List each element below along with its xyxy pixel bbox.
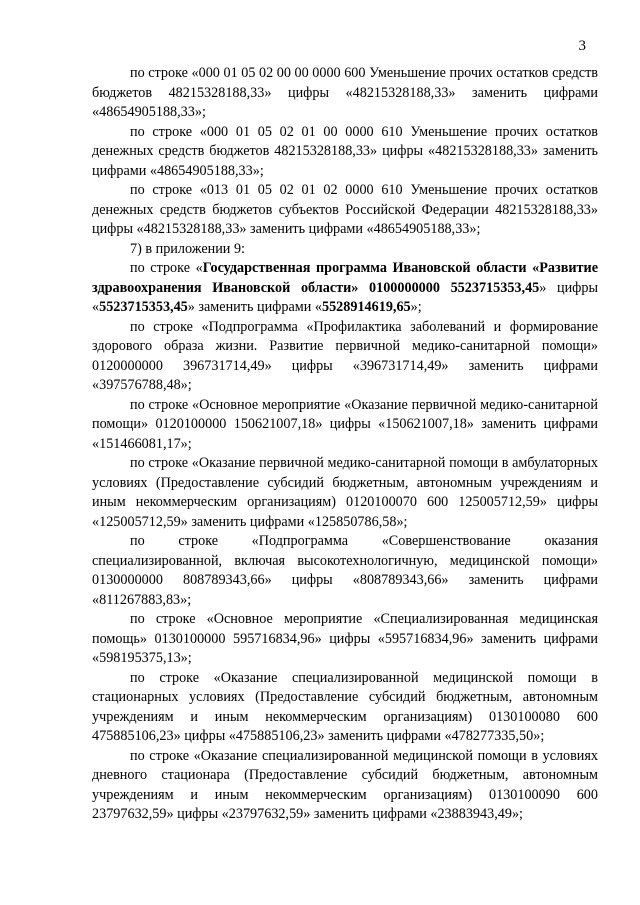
paragraph <box>92 669 598 747</box>
paragraph <box>92 123 598 182</box>
page-number: 3 <box>578 38 586 54</box>
paragraph <box>92 240 598 260</box>
text-run: по строке «Оказание специализированной медицинской помощи в условиях дневного стационара (Предоставление субсидий бюджетным, автономным учреждениям и иным некоммерческим организациям) 0130100090 600 23797632,59» цифры «23797632,59» заменить цифрами «23883943,49»; <box>92 747 598 822</box>
paragraph <box>92 747 598 825</box>
bold-text: Государственная программа Ивановской области «Развитие здравоохранения Ивановской области» 0100000000 5523715353,45 <box>92 260 598 296</box>
text-run: » заменить цифрами « <box>187 299 322 315</box>
text-run: по строке «000 01 05 02 00 00 0000 600 Уменьшение прочих остатков средств бюджетов 48215328188,33» цифры «48215328188,33» заменить цифрами «48654905188,33»; <box>92 65 598 120</box>
bold-text: 5528914619,65 <box>321 299 411 315</box>
text-run: по строке «000 01 05 02 01 00 0000 610 Уменьшение прочих остатков денежных средств бюджетов 48215328188,33» цифры «48215328188,33» заменить цифрами «48654905188,33»; <box>92 123 598 179</box>
document-body <box>92 64 598 825</box>
paragraph <box>92 259 598 318</box>
text-run: 7) в приложении 9: <box>130 240 245 257</box>
text-run: » цифры « <box>92 279 599 315</box>
paragraph <box>92 396 598 455</box>
text-run: по строке « <box>130 260 203 276</box>
paragraph <box>92 532 598 610</box>
text-run: по строке «Оказание первичной медико-санитарной помощи в амбулаторных условиях (Предоставление субсидий бюджетным, автономным учреждениям и иным некоммерческим организациям) 0120100070 600 125005712,59» цифры «125005712,59» заменить цифрами «125850786,58»; <box>92 455 598 530</box>
paragraph <box>92 64 598 123</box>
text-run: »; <box>410 299 422 315</box>
paragraph <box>92 181 598 240</box>
text-run: по строке «Оказание специализированной медицинской помощи в стационарных условиях (Предоставление субсидий бюджетным, автономным учреждениям и иным некоммерческим организациям) 0130100080 600 475885106,23» цифры «475885106,23» заменить цифрами «478277335,50»; <box>92 669 598 744</box>
bold-text: 5523715353,45 <box>99 299 188 315</box>
text-run: по строке «Основное мероприятие «Оказание первичной медико-санитарной помощи» 0120100000 150621007,18» цифры «150621007,18» заменить цифрами «151466081,17»; <box>92 396 598 452</box>
paragraph <box>92 454 598 532</box>
paragraph <box>92 610 598 669</box>
text-run: по строке «013 01 05 02 01 02 0000 610 Уменьшение прочих остатков денежных средств бюджетов субъектов Российской Федерации 48215328188,33» цифры «48215328188,33» заменить цифрами «48654905188,33»; <box>92 182 598 237</box>
text-run: по строке «Подпрограмма «Профилактика заболеваний и формирование здорового образа жизни. Развитие первичной медико-санитарной помощи» 0120000000 396731714,49» цифры «396731714,49» заменить цифрами «397576788,48»; <box>92 318 598 393</box>
text-run: по строке «Подпрограмма «Совершенствование оказания специализированной, включая высокотехнологичную, медицинской помощи» 0130000000 808789343,66» цифры «808789343,66» заменить цифрами «811267883,83»; <box>92 533 598 608</box>
paragraph <box>92 318 598 396</box>
text-run: по строке «Основное мероприятие «Специализированная медицинская помощь» 0130100000 595716834,96» цифры «595716834,96» заменить цифрами «598195375,13»; <box>92 611 598 666</box>
